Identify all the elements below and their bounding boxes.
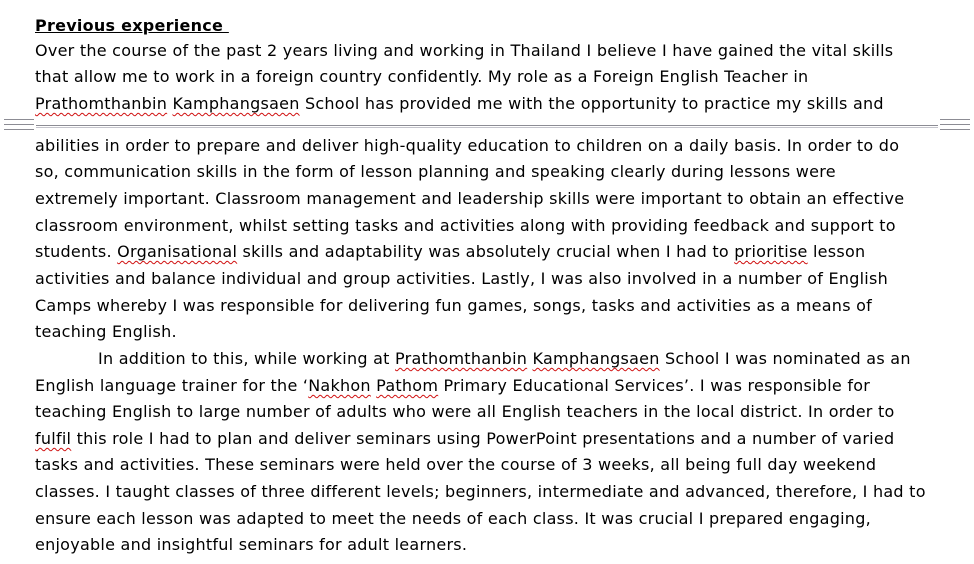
spelling-flagged-word: Kamphangsaen bbox=[172, 94, 300, 113]
text-run: activities and balance individual and group activities. Lastly, I was also involved in a number of English bbox=[35, 269, 888, 288]
text-run: tasks and activities. These seminars were held over the course of 3 weeks, all being full day weekend bbox=[35, 455, 877, 474]
text-run: classes. I taught classes of three different levels; beginners, intermediate and advanced, therefore, I had to bbox=[35, 482, 926, 501]
text-line bbox=[35, 454, 876, 476]
text-run: lesson bbox=[807, 242, 866, 261]
text-line bbox=[35, 66, 808, 88]
text-line bbox=[35, 401, 895, 423]
spelling-flagged-word: Organisational bbox=[117, 242, 238, 261]
text-line bbox=[35, 534, 467, 556]
text-run: extremely important. Classroom management and leadership skills were important to obtain an effective bbox=[35, 189, 905, 208]
text-run: this role I had to plan and deliver seminars using PowerPoint presentations and a number of varied bbox=[71, 429, 895, 448]
text-run: School I was nominated as an bbox=[659, 349, 911, 368]
page-break-right-marker bbox=[940, 119, 970, 130]
text-run: Camps whereby I was responsible for delivering fun games, songs, tasks and activities as a means of bbox=[35, 296, 873, 315]
text-run: that allow me to work in a foreign country confidently. My role as a Foreign English Teacher in bbox=[35, 67, 809, 86]
text-run: In addition to this, while working at bbox=[98, 349, 396, 368]
text-run: School has provided me with the opportunity to practice my skills and bbox=[299, 94, 884, 113]
text-line bbox=[35, 215, 896, 237]
text-line bbox=[35, 161, 836, 183]
spelling-flagged-word: Prathomthanbin bbox=[35, 94, 168, 113]
text-run: ensure each lesson was adapted to meet the needs of each class. It was crucial I prepared engaging, bbox=[35, 509, 871, 528]
section-heading: Previous experience bbox=[35, 16, 229, 35]
text-run: Over the course of the past 2 years living and working in Thailand I believe I have gained the vital skills bbox=[35, 41, 894, 60]
page-break-left-marker bbox=[4, 119, 34, 130]
text-run: teaching English to large number of adults who were all English teachers in the local district. In order to bbox=[35, 402, 895, 421]
text-run: abilities in order to prepare and deliver high-quality education to children on a daily basis. In order to do bbox=[35, 136, 900, 155]
spelling-flagged-word: Kamphangsaen bbox=[532, 349, 660, 368]
spelling-flagged-word: Pathom bbox=[376, 376, 439, 395]
text-line bbox=[98, 348, 911, 370]
text-line bbox=[35, 508, 871, 530]
page-break-line bbox=[36, 125, 938, 126]
text-line bbox=[35, 93, 884, 115]
text-run: teaching English. bbox=[35, 322, 177, 341]
page-break-separator bbox=[0, 117, 974, 135]
text-line bbox=[35, 241, 865, 263]
text-line bbox=[35, 188, 904, 210]
text-run: Primary Educational Services’. I was responsible for bbox=[438, 376, 871, 395]
text-line bbox=[35, 481, 926, 503]
text-run: skills and adaptability was absolutely crucial when I had to bbox=[237, 242, 735, 261]
text-run: so, communication skills in the form of lesson planning and speaking clearly during lessons were bbox=[35, 162, 836, 181]
text-run: English language trainer for the ‘ bbox=[35, 376, 309, 395]
text-line bbox=[35, 321, 177, 343]
spelling-flagged-word: Nakhon bbox=[308, 376, 371, 395]
text-line bbox=[35, 295, 872, 317]
text-line bbox=[35, 375, 870, 397]
text-run: classroom environment, whilst setting tasks and activities along with providing feedback and support to bbox=[35, 216, 896, 235]
text-run: students. bbox=[35, 242, 118, 261]
text-line bbox=[35, 268, 888, 290]
spelling-flagged-word: fulfil bbox=[35, 429, 72, 448]
spelling-flagged-word: Prathomthanbin bbox=[395, 349, 528, 368]
text-line bbox=[35, 135, 899, 157]
text-run: enjoyable and insightful seminars for adult learners. bbox=[35, 535, 468, 554]
text-line bbox=[35, 428, 894, 450]
text-line bbox=[35, 40, 893, 62]
spelling-flagged-word: prioritise bbox=[734, 242, 808, 261]
page-break-shadow bbox=[36, 127, 938, 128]
